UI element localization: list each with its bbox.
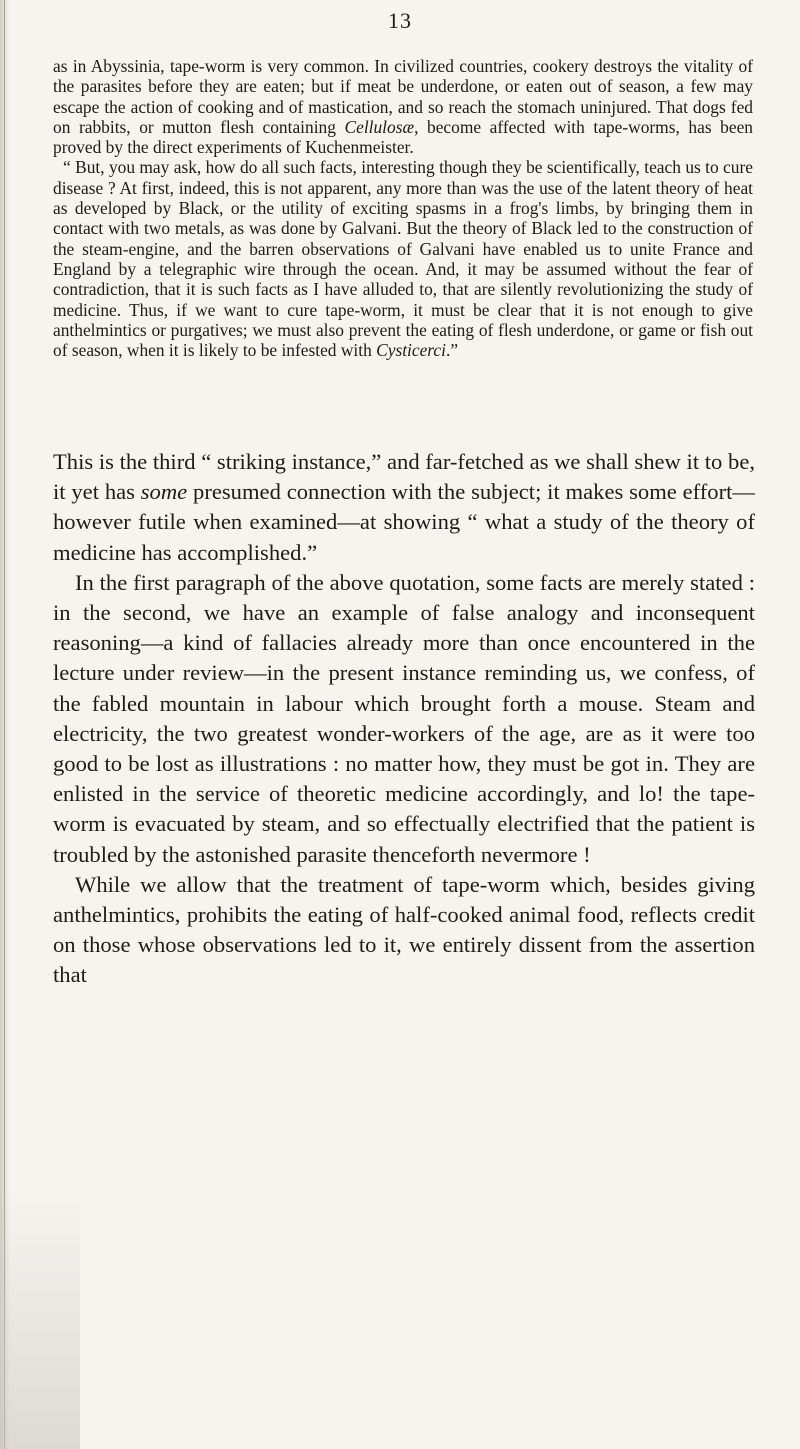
quotation-p2-italic: Cysticerci <box>376 340 446 361</box>
body-p1-italic: some <box>140 479 188 505</box>
body-paragraph-2: In the first paragraph of the above quotation, some facts are merely stated : in the second, we have an example of false analogy and inconsequent reasoning—a kind of fallacies already more than once encountered in the lecture under review—in the present instance reminding us, we confess, of the fabled mountain in labour which brought forth a mouse. Steam and electricity, the two greatest wonder-workers of the age, are as it were too good to be lost as illustrations : no matter how, they must be got in. They are enlisted in the service of theoretic medicine accordingly, and lo! the tape-worm is evacuated by steam, and so effectually electrified that the patient is troubled by the astonished parasite thenceforth nevermore ! <box>53 569 755 867</box>
quotation-p2-text-b: .” <box>446 340 459 361</box>
quotation-paragraph-1 <box>53 56 753 157</box>
quotation-paragraph-2 <box>53 157 753 360</box>
quotation-p1-italic: Cellulosæ <box>344 116 415 137</box>
body-paragraph-3: While we allow that the treatment of tape-worm which, besides giving anthelmintics, prohibits the eating of half-cooked animal food, reflects credit on those whose observations led to it, we entirely dissent from the assertion that <box>53 871 755 988</box>
body-p1-text-b: presumed connection with the subject; it makes some effort—however futile when examined—at showing “ what a study of the theory of medicine has accomplished.” <box>53 479 755 565</box>
body-p1-text-a: This is the third “ striking instance,” and far-fetched as we shall shew it to be, it yet has <box>53 449 755 505</box>
quotation-p1-text-a: as in Abyssinia, tape-worm is very common. In civilized countries, cookery destroys the vitality of the parasites before they are eaten; but if meat be underdone, or eaten out of season, a few may escape the action of cooking and of mastication, and so reach the stomach uninjured. That dogs fed on rabbits, or mutton flesh containing <box>53 56 753 137</box>
page-number: 13 <box>388 8 412 33</box>
quotation-p1-text-b: , become affected with tape-worms, has been proved by the direct experiments of Kuchenmeister. <box>53 116 753 158</box>
quotation-block <box>53 56 753 360</box>
page-corner-shading <box>0 1189 80 1449</box>
main-text-block <box>53 447 755 991</box>
body-paragraph-1 <box>53 447 755 568</box>
quotation-p2-text-a: “ But, you may ask, how do all such facts, interesting though they be scientifically, teach us to cure disease ? At first, indeed, this is not apparent, any more than was the use of the latent theory of heat as developed by Black, or the utility of exciting spasms in a frog's limbs, by bringing them in contact with two metals, as was done by Galvani. But the theory of Black led to the construction of the steam-engine, and the barren observations of Galvani have enabled us to unite France and England by a telegraphic wire through the ocean. And, it may be assumed without the fear of contradiction, that it is such facts as I have alluded to, that are silently revolutionizing the study of medicine. Thus, if we want to cure tape-worm, it must be clear that it is not enough to give anthelmintics or purgatives; we must also prevent the eating of flesh underdone, or game or fish out of season, when it is likely to be infested with <box>53 157 753 361</box>
